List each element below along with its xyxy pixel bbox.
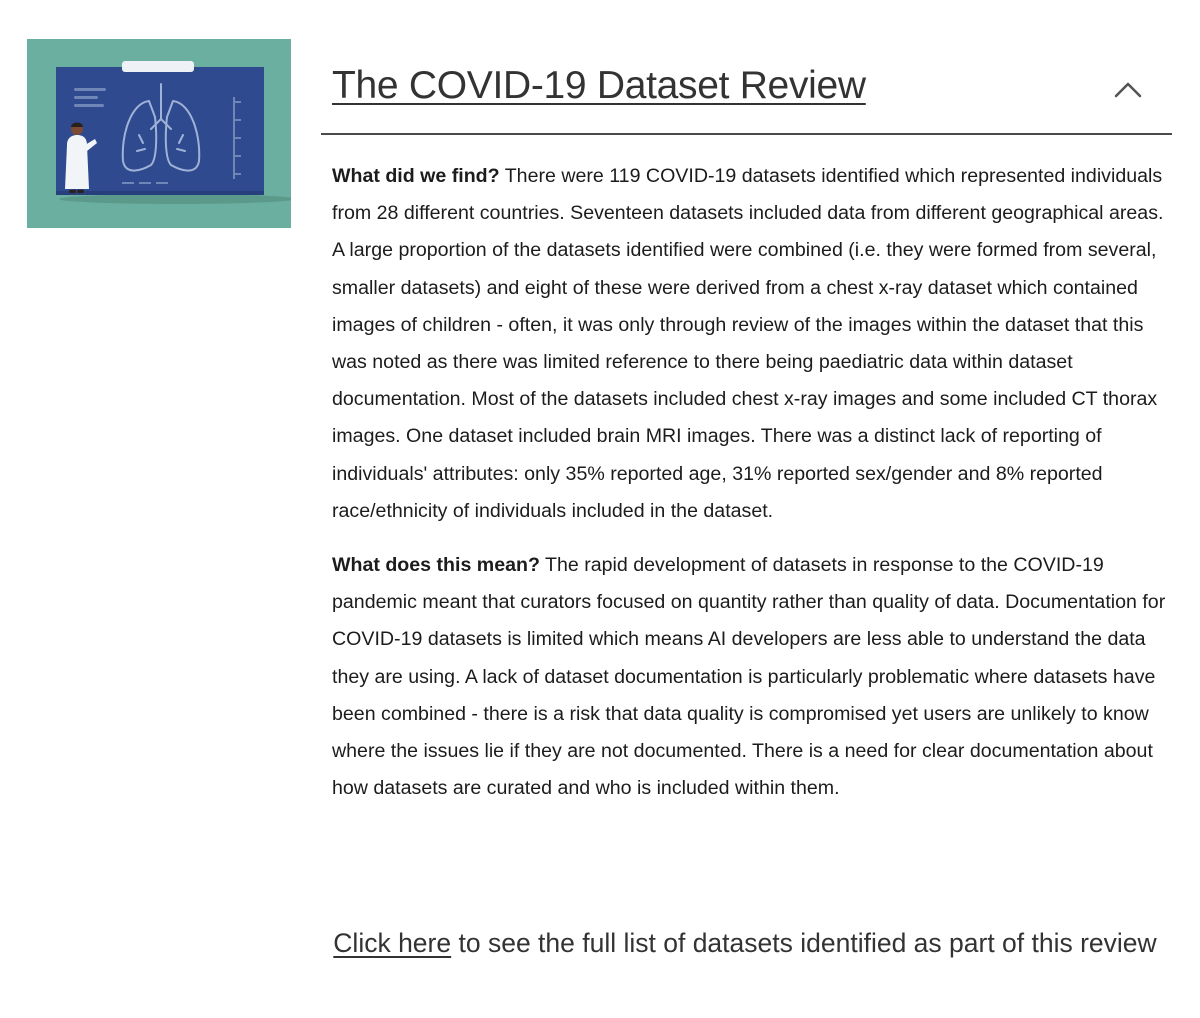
dataset-list-note [332,924,1158,963]
accordion-content [332,158,1166,807]
dataset-list-note-text: to see the full list of datasets identified as part of this review [451,928,1157,958]
collapse-button[interactable] [1110,71,1146,107]
click-here-link[interactable]: Click here [333,928,452,958]
chevron-up-icon [1110,71,1146,107]
findings-heading: What did we find? [332,165,500,187]
meaning-paragraph [332,547,1166,807]
findings-paragraph [332,158,1166,530]
meaning-body: The rapid development of datasets in response to the COVID-19 pandemic meant that curators focused on quantity rather than quality of data. Documentation for COVID-19 datasets is limited which means AI developers are less able to understand the data they are using. A lack of dataset documentation is particularly problematic where datasets have been combined - there is a risk that data quality is compromised yet users are unlikely to know where the issues lie if they are not documented. There is a need for clear documentation about how datasets are curated and who is included within them. [332,554,1166,800]
doctor-lungs-xray-illustration [27,39,291,228]
accordion-header[interactable] [321,40,1172,135]
thumbnail-image [27,39,291,228]
accordion-title[interactable]: The COVID-19 Dataset Review [332,64,866,107]
meaning-heading: What does this mean? [332,554,540,577]
findings-body: There were 119 COVID-19 datasets identified which represented individuals from 28 different countries. Seventeen datasets included data from different geographical areas. A large proportion of the datasets identified were combined (i.e. they were formed from several, smaller datasets) and eight of these were derived from a chest x-ray dataset which contained images of children - often, it was only through review of the images within the dataset that this was noted as there was limited reference to there being paediatric data within dataset documentation. Most of the datasets included chest x-ray images and some included CT thorax images. One dataset included brain MRI images. There was a distinct lack of reporting of individuals' attributes: only 35% reported age, 31% reported sex/gender and 8% reported race/ethnicity of individuals included in the dataset. [332,165,1164,522]
